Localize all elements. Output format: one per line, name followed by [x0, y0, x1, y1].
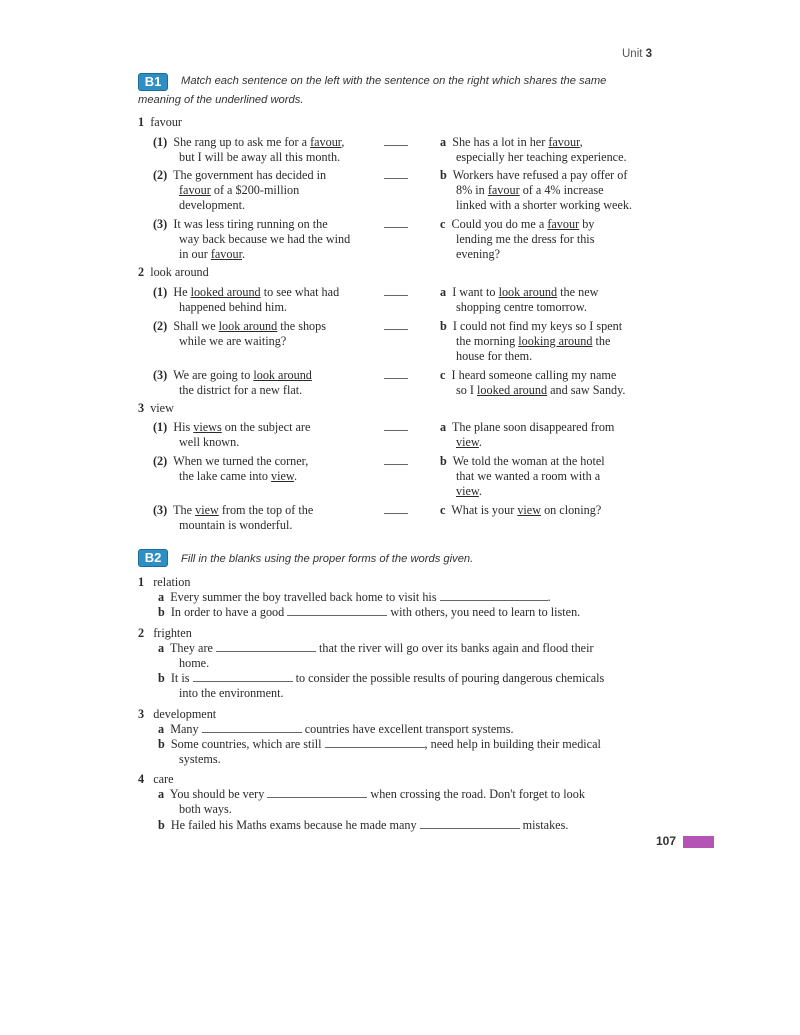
section-heading: 3 view — [138, 401, 174, 415]
b2-sentence: a Every summer the boy travelled back home to visit his . — [158, 590, 551, 604]
right-sentence-cont: view. — [456, 435, 482, 449]
b2-sentence: b Some countries, which are still , need help in building their medical — [158, 737, 601, 751]
left-sentence-cont: the district for a new flat. — [179, 383, 303, 397]
left-sentence: (2) Shall we look around the shops — [153, 319, 326, 333]
right-sentence-cont: especially her teaching experience. — [456, 150, 627, 164]
section-heading: 1 favour — [138, 115, 182, 129]
right-sentence-cont: house for them. — [456, 349, 533, 363]
right-sentence: c Could you do me a favour by — [440, 217, 595, 231]
left-sentence: (3) The view from the top of the — [153, 503, 314, 517]
b2-sentence: b He failed his Maths exams because he made many mistakes. — [158, 818, 569, 832]
left-sentence-cont: but I will be away all this month. — [179, 150, 341, 164]
match-blank[interactable] — [384, 178, 408, 179]
fill-blank[interactable] — [216, 641, 316, 652]
right-sentence-cont: linked with a shorter working week. — [456, 198, 632, 212]
left-sentence: (2) When we turned the corner, — [153, 454, 309, 468]
b1-instruction-cont: meaning of the underlined words. — [138, 94, 304, 106]
right-sentence-cont: 8% in favour of a 4% increase — [456, 183, 604, 197]
right-sentence: b I could not find my keys so I spent — [440, 319, 623, 333]
left-sentence-cont: the lake came into view. — [179, 469, 297, 483]
section-heading: 2 look around — [138, 265, 209, 279]
b2-instruction: Fill in the blanks using the proper forms of the words given. — [181, 553, 474, 565]
b2-sentence-cont: into the environment. — [179, 686, 284, 700]
right-sentence-cont: that we wanted a room with a — [456, 469, 601, 483]
match-blank[interactable] — [384, 378, 408, 379]
right-sentence: b Workers have refused a pay offer of — [440, 168, 628, 182]
b2-sentence-cont: both ways. — [179, 802, 232, 816]
right-sentence-cont: evening? — [456, 247, 500, 261]
b2-sentence: b It is to consider the possible results of pouring dangerous chemicals — [158, 671, 605, 685]
left-sentence: (3) We are going to look around — [153, 368, 312, 382]
fill-blank[interactable] — [420, 818, 520, 829]
right-sentence-cont: so I looked around and saw Sandy. — [456, 383, 626, 397]
right-sentence-cont: shopping centre tomorrow. — [456, 300, 587, 314]
b1-badge: B1 — [138, 73, 168, 91]
right-sentence: c I heard someone calling my name — [440, 368, 617, 382]
left-sentence-cont: happened behind him. — [179, 300, 287, 314]
left-sentence: (1) He looked around to see what had — [153, 285, 340, 299]
b2-sentence-cont: home. — [179, 656, 210, 670]
left-sentence: (2) The government has decided in — [153, 168, 327, 182]
right-sentence: a She has a lot in her favour, — [440, 135, 583, 149]
right-sentence: c What is your view on cloning? — [440, 503, 602, 517]
match-blank[interactable] — [384, 464, 408, 465]
b2-item-heading: 2 frighten — [138, 626, 192, 640]
left-sentence: (1) She rang up to ask me for a favour, — [153, 135, 345, 149]
b2-item-heading: 1 relation — [138, 575, 191, 589]
b2-sentence: a They are that the river will go over its banks again and flood their — [158, 641, 594, 655]
page-number: 107 — [656, 834, 677, 848]
right-sentence: b We told the woman at the hotel — [440, 454, 605, 468]
match-blank[interactable] — [384, 329, 408, 330]
left-sentence-cont: favour of a $200-million — [179, 183, 300, 197]
right-sentence: a The plane soon disappeared from — [440, 420, 615, 434]
unit-label: Unit 3 — [622, 48, 653, 60]
right-sentence-cont: the morning looking around the — [456, 334, 611, 348]
b2-sentence: b In order to have a good with others, you need to learn to listen. — [158, 605, 581, 619]
fill-blank[interactable] — [325, 737, 425, 748]
left-sentence-cont: development. — [179, 198, 245, 212]
b2-sentence: a Many countries have excellent transport systems. — [158, 722, 514, 736]
left-sentence-cont: well known. — [179, 435, 240, 449]
left-sentence-cont: mountain is wonderful. — [179, 518, 293, 532]
match-blank[interactable] — [384, 145, 408, 146]
left-sentence-cont: in our favour. — [179, 247, 246, 261]
b1-instruction: Match each sentence on the left with the sentence on the right which shares the same — [181, 75, 607, 87]
match-blank[interactable] — [384, 430, 408, 431]
b2-sentence: a You should be very when crossing the road. Don't forget to look — [158, 787, 585, 801]
left-sentence: (3) It was less tiring running on the — [153, 217, 328, 231]
fill-blank[interactable] — [193, 671, 293, 682]
fill-blank[interactable] — [287, 605, 387, 616]
fill-blank[interactable] — [267, 787, 367, 798]
b2-item-heading: 3 development — [138, 707, 217, 721]
b2-sentence-cont: systems. — [179, 752, 221, 766]
b2-badge: B2 — [138, 549, 168, 567]
right-sentence: a I want to look around the new — [440, 285, 599, 299]
left-sentence: (1) His views on the subject are — [153, 420, 311, 434]
page-number-bar — [683, 836, 714, 848]
right-sentence-cont: lending me the dress for this — [456, 232, 595, 246]
match-blank[interactable] — [384, 227, 408, 228]
match-blank[interactable] — [384, 295, 408, 296]
left-sentence-cont: while we are waiting? — [179, 334, 287, 348]
right-sentence-cont: view. — [456, 484, 482, 498]
left-sentence-cont: way back because we had the wind — [179, 232, 351, 246]
match-blank[interactable] — [384, 513, 408, 514]
fill-blank[interactable] — [440, 590, 548, 601]
b2-item-heading: 4 care — [138, 772, 174, 786]
fill-blank[interactable] — [202, 722, 302, 733]
